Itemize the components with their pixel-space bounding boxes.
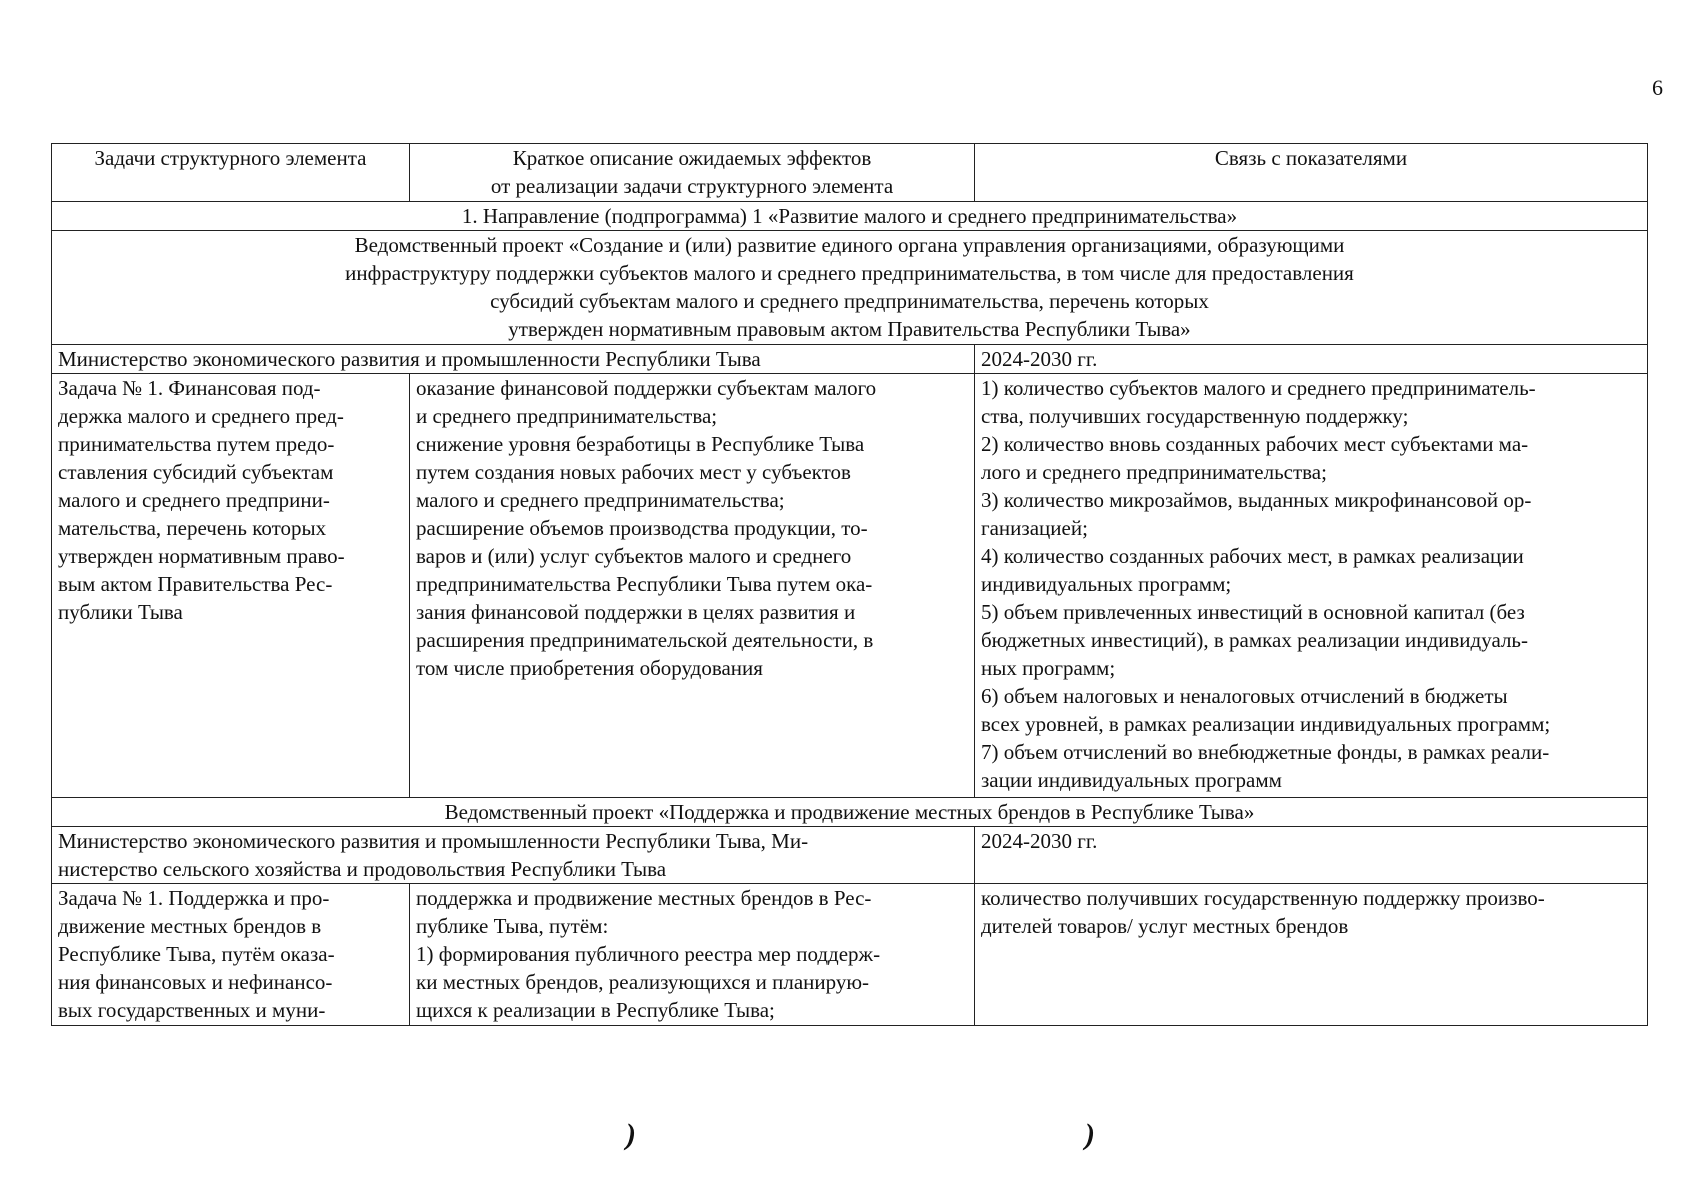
project2-task: Задача № 1. Поддержка и про- движение местных брендов в Республике Тыва, путём оказа- ния финансовых и нефинансо- вых государственных и муни-: [52, 884, 410, 1026]
project1-responsible: Министерство экономического развития и промышленности Республики Тыва: [52, 345, 975, 374]
structural-elements-table: [51, 143, 1648, 1026]
header-indicators: Связь с показателями: [975, 144, 1648, 202]
project2-title: Ведомственный проект «Поддержка и продвижение местных брендов в Республике Тыва»: [52, 798, 1648, 827]
direction-row: [52, 202, 1648, 231]
direction-title: 1. Направление (подпрограмма) 1 «Развитие малого и среднего предпринимательства»: [52, 202, 1648, 231]
project2-indicators: количество получивших государственную поддержку произво- дителей товаров/ услуг местных брендов: [975, 884, 1648, 1026]
project1-responsible-row: [52, 345, 1648, 374]
header-effects: Краткое описание ожидаемых эффектов от реализации задачи структурного элемента: [410, 144, 975, 202]
project2-responsible: Министерство экономического развития и промышленности Республики Тыва, Ми- нистерство сельского хозяйства и продовольствия Республики Тыва: [52, 827, 975, 884]
project1-title: Ведомственный проект «Создание и (или) развитие единого органа управления организациями, образующими инфраструктуру поддержки субъектов малого и среднего предпринимательства, в том числе для предоставления субсидий субъектам малого и среднего предпринимательства, перечень которых утвержден нормативным правовым актом Правительства Республики Тыва»: [52, 231, 1648, 345]
project1-effects: оказание финансовой поддержки субъектам малого и среднего предпринимательства; снижение уровня безработицы в Республике Тыва путем создания новых рабочих мест у субъектов малого и среднего предпринимательства; расширение объемов производства продукции, то- варов и (или) услуг субъектов малого и среднего предпринимательства Республики Тыва путем ока- зания финансовой поддержки в целях развития и расширения предпринимательской деятельности, в том числе приобретения оборудования: [410, 374, 975, 798]
project2-title-row: [52, 798, 1648, 827]
project2-period: 2024-2030 гг.: [975, 827, 1648, 884]
project2-responsible-row: [52, 827, 1648, 884]
project1-period: 2024-2030 гг.: [975, 345, 1648, 374]
project1-task-row: [52, 374, 1648, 798]
project1-indicators: 1) количество субъектов малого и среднего предприниматель- ства, получивших государственную поддержку; 2) количество вновь созданных рабочих мест субъектами ма- лого и среднего предпринимательства; 3) количество микрозаймов, выданных микрофинансовой ор- ганизацией; 4) количество созданных рабочих мест, в рамках реализации индивидуальных программ; 5) объем привлеченных инвестиций в основной капитал (без бюджетных инвестиций), в рамках реализации индивидуаль- ных программ; 6) объем налоговых и неналоговых отчислений в бюджеты всех уровней, в рамках реализации индивидуальных программ; 7) объем отчислений во внебюджетные фонды, в рамках реали- зации индивидуальных программ: [975, 374, 1648, 798]
stamp-mark-left: ): [626, 1118, 636, 1151]
project1-task: Задача № 1. Финансовая под- держка малого и среднего пред- принимательства путем предо- ставления субсидий субъектам малого и среднего предприни- мательства, перечень которых утвержден нормативным право- вым актом Правительства Рес- публики Тыва: [52, 374, 410, 798]
table-header-row: [52, 144, 1648, 202]
stamp-mark-right: ): [1085, 1118, 1095, 1151]
project1-title-row: [52, 231, 1648, 345]
page-number: 6: [1652, 75, 1663, 100]
header-tasks: Задачи структурного элемента: [52, 144, 410, 202]
project2-task-row: [52, 884, 1648, 1026]
project2-effects: поддержка и продвижение местных брендов в Рес- публике Тыва, путём: 1) формирования публичного реестра мер поддерж- ки местных брендов, реализующихся и планирую- щихся к реализации в Республике Тыва;: [410, 884, 975, 1026]
